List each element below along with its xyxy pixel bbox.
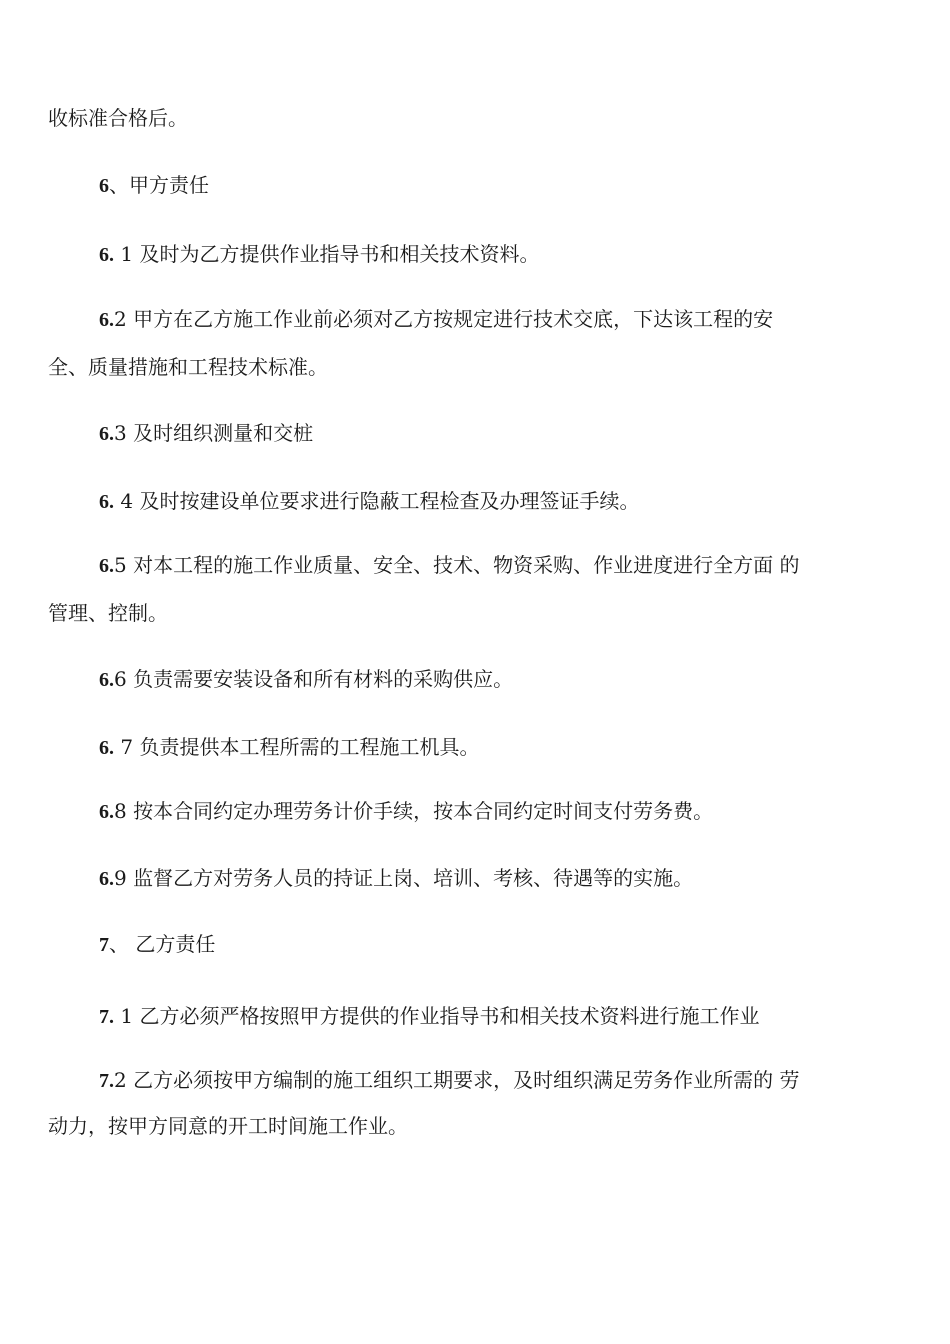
clause-number: 6. bbox=[99, 801, 114, 823]
section-title: 、甲方责任 bbox=[109, 173, 209, 197]
clause-text-continued: 动力，按甲方同意的开工时间施工作业。 bbox=[48, 1114, 408, 1138]
clause-number: 7. bbox=[99, 1070, 114, 1092]
section-number: 6 bbox=[99, 175, 109, 197]
clause-6-2-line2 bbox=[48, 353, 902, 381]
clause-number: 6. bbox=[99, 309, 114, 331]
section-number: 7 bbox=[99, 934, 109, 956]
clause-text: 7 负责提供本工程所需的工程施工机具。 bbox=[114, 735, 480, 759]
clause-6-2-line1 bbox=[99, 305, 902, 334]
clause-7-2-line2 bbox=[48, 1112, 902, 1140]
clause-number: 6. bbox=[99, 737, 114, 759]
section-title: 、 乙方责任 bbox=[109, 932, 216, 956]
section-heading-party-a bbox=[99, 171, 902, 200]
clause-text-continued: 全、质量措施和工程技术标准。 bbox=[48, 355, 328, 379]
clause-6-1 bbox=[99, 240, 902, 269]
clause-text-continued: 管理、控制。 bbox=[48, 601, 168, 625]
clause-text: 2 乙方必须按甲方编制的施工组织工期要求，及时组织满足劳务作业所需的 劳 bbox=[114, 1068, 800, 1092]
clause-number: 6. bbox=[99, 244, 114, 266]
clause-6-5-line2 bbox=[48, 599, 902, 627]
clause-number: 6. bbox=[99, 669, 114, 691]
clause-text: 2 甲方在乙方施工作业前必须对乙方按规定进行技术交底，下达该工程的安 bbox=[114, 307, 774, 331]
paragraph-continuation bbox=[48, 104, 902, 132]
clause-number: 6. bbox=[99, 555, 114, 577]
clause-text: 1 乙方必须严格按照甲方提供的作业指导书和相关技术资料进行施工作业 bbox=[114, 1004, 760, 1028]
clause-6-8 bbox=[99, 797, 902, 826]
clause-number: 6. bbox=[99, 491, 114, 513]
section-heading-party-b bbox=[99, 930, 902, 959]
clause-text: 5 对本工程的施工作业质量、安全、技术、物资采购、作业进度进行全方面 的 bbox=[114, 553, 800, 577]
clause-6-4 bbox=[99, 487, 902, 516]
clause-6-5-line1 bbox=[99, 551, 902, 580]
clause-text: 6 负责需要安装设备和所有材料的采购供应。 bbox=[114, 667, 514, 691]
clause-text: 8 按本合同约定办理劳务计价手续，按本合同约定时间支付劳务费。 bbox=[114, 799, 714, 823]
clause-number: 6. bbox=[99, 423, 114, 445]
clause-text: 4 及时按建设单位要求进行隐蔽工程检查及办理签证手续。 bbox=[114, 489, 640, 513]
clause-number: 7. bbox=[99, 1006, 114, 1028]
clause-6-7 bbox=[99, 733, 902, 762]
clause-7-2-line1 bbox=[99, 1066, 902, 1095]
clause-text: 3 及时组织测量和交桩 bbox=[114, 421, 314, 445]
clause-number: 6. bbox=[99, 868, 114, 890]
clause-6-6 bbox=[99, 665, 902, 694]
clause-text: 9 监督乙方对劳务人员的持证上岗、培训、考核、待遇等的实施。 bbox=[114, 866, 694, 890]
paragraph-text: 收标准合格后。 bbox=[48, 106, 188, 130]
clause-text: 1 及时为乙方提供作业指导书和相关技术资料。 bbox=[114, 242, 540, 266]
clause-6-9 bbox=[99, 864, 902, 893]
clause-7-1 bbox=[99, 1002, 902, 1031]
clause-6-3 bbox=[99, 419, 902, 448]
